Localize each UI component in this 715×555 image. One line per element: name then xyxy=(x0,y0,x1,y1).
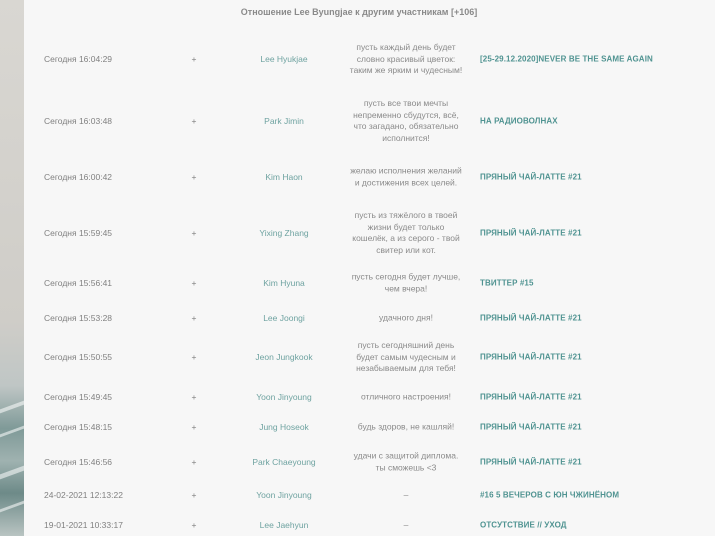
row-user-link[interactable]: Lee Joongi xyxy=(263,313,305,323)
row-timestamp: Сегодня 16:00:42 xyxy=(44,172,113,182)
table-row xyxy=(24,29,694,89)
row-message: пусть каждый день будет словно красивый цветок: таким же ярким и чудесным! xyxy=(349,41,463,75)
row-timestamp: Сегодня 16:04:29 xyxy=(44,54,113,64)
row-message: удачного дня! xyxy=(379,312,433,323)
row-user-link[interactable]: Park Jimin xyxy=(264,116,304,126)
row-message: – xyxy=(403,519,409,530)
row-sign: + xyxy=(191,520,197,530)
row-sign: + xyxy=(191,278,197,288)
row-user-link[interactable]: Jeon Jungkook xyxy=(255,352,313,362)
row-topic-link[interactable]: ПРЯНЫЙ ЧАЙ-ЛАТТЕ #21 xyxy=(480,392,582,402)
row-topic-link[interactable]: ПРЯНЫЙ ЧАЙ-ЛАТТЕ #21 xyxy=(480,352,582,362)
row-sign: + xyxy=(191,392,197,402)
row-user-link[interactable]: Park Chaeyoung xyxy=(252,457,316,467)
row-sign: + xyxy=(191,352,197,362)
row-timestamp: Сегодня 15:48:15 xyxy=(44,422,113,432)
row-sign: + xyxy=(191,54,197,64)
row-sign: + xyxy=(191,172,197,182)
table-row xyxy=(24,495,694,555)
row-topic-link[interactable]: ПРЯНЫЙ ЧАЙ-ЛАТТЕ #21 xyxy=(480,172,582,182)
row-timestamp: Сегодня 15:46:56 xyxy=(44,457,113,467)
row-message: пусть из тяжёлого в твоей жизни будет только кошелёк, а из серого - твой свитер или кот. xyxy=(352,210,460,255)
row-topic-link[interactable]: [25-29.12.2020]NEVER BE THE SAME AGAIN xyxy=(480,54,653,64)
decorative-side-image xyxy=(0,0,24,536)
row-sign: + xyxy=(191,116,197,126)
row-message: удачи с защитой диплома. ты сможешь <3 xyxy=(353,450,459,472)
row-user-link[interactable]: Kim Hyuna xyxy=(263,278,305,288)
row-message: пусть сегодня будет лучше, чем вчера! xyxy=(351,271,461,293)
row-user-link[interactable]: Lee Jaehyun xyxy=(259,520,309,530)
relations-panel xyxy=(24,0,715,536)
table-row xyxy=(24,147,694,207)
row-timestamp: Сегодня 15:59:45 xyxy=(44,228,113,238)
row-user-link[interactable]: Yixing Zhang xyxy=(259,228,309,238)
row-topic-link[interactable]: НА РАДИОВОЛНАХ xyxy=(480,116,558,126)
row-topic-link[interactable]: ТВИТТЕР #15 xyxy=(480,278,534,288)
row-user-link[interactable]: Yoon Jinyoung xyxy=(256,392,312,402)
row-sign: + xyxy=(191,313,197,323)
row-message: пусть сегодняшний день будет самым чудесным и незабываемым для тебя! xyxy=(356,339,456,373)
row-timestamp: Сегодня 16:03:48 xyxy=(44,116,113,126)
row-timestamp: 19-01-2021 10:33:17 xyxy=(44,520,123,530)
row-message: – xyxy=(403,489,409,500)
page-title: Отношение Lee Byungjae к другим участникам [+106] xyxy=(240,7,478,17)
row-user-link[interactable]: Jung Hoseok xyxy=(259,422,309,432)
row-message: желаю исполнения желаний и достижения всех целей. xyxy=(350,165,462,187)
row-timestamp: Сегодня 15:49:45 xyxy=(44,392,113,402)
row-topic-link[interactable]: ПРЯНЫЙ ЧАЙ-ЛАТТЕ #21 xyxy=(480,422,582,432)
row-timestamp: Сегодня 15:53:28 xyxy=(44,313,113,323)
row-sign: + xyxy=(191,490,197,500)
row-timestamp: 24-02-2021 12:13:22 xyxy=(44,490,123,500)
row-timestamp: Сегодня 15:50:55 xyxy=(44,352,113,362)
row-message: пусть все твои мечты непременно сбудутся, всё, что загадано, обязательно исполнится! xyxy=(353,98,459,143)
row-topic-link[interactable]: #16 5 ВЕЧЕРОВ С ЮН ЧЖИНЁНОМ xyxy=(480,490,620,500)
row-topic-link[interactable]: ПРЯНЫЙ ЧАЙ-ЛАТТЕ #21 xyxy=(480,228,582,238)
row-topic-link[interactable]: ПРЯНЫЙ ЧАЙ-ЛАТТЕ #21 xyxy=(480,313,582,323)
row-user-link[interactable]: Kim Haon xyxy=(265,172,303,182)
row-topic-link[interactable]: ПРЯНЫЙ ЧАЙ-ЛАТТЕ #21 xyxy=(480,457,582,467)
row-message: будь здоров, не кашляй! xyxy=(357,421,455,432)
row-sign: + xyxy=(191,457,197,467)
row-sign: + xyxy=(191,422,197,432)
row-message: отличного настроения! xyxy=(361,391,451,402)
row-user-link[interactable]: Lee Hyukjae xyxy=(260,54,308,64)
row-sign: + xyxy=(191,228,197,238)
row-topic-link[interactable]: ОТСУТСТВИЕ // УХОД xyxy=(480,520,567,530)
table-row xyxy=(24,91,694,151)
row-timestamp: Сегодня 15:56:41 xyxy=(44,278,113,288)
row-user-link[interactable]: Yoon Jinyoung xyxy=(256,490,312,500)
